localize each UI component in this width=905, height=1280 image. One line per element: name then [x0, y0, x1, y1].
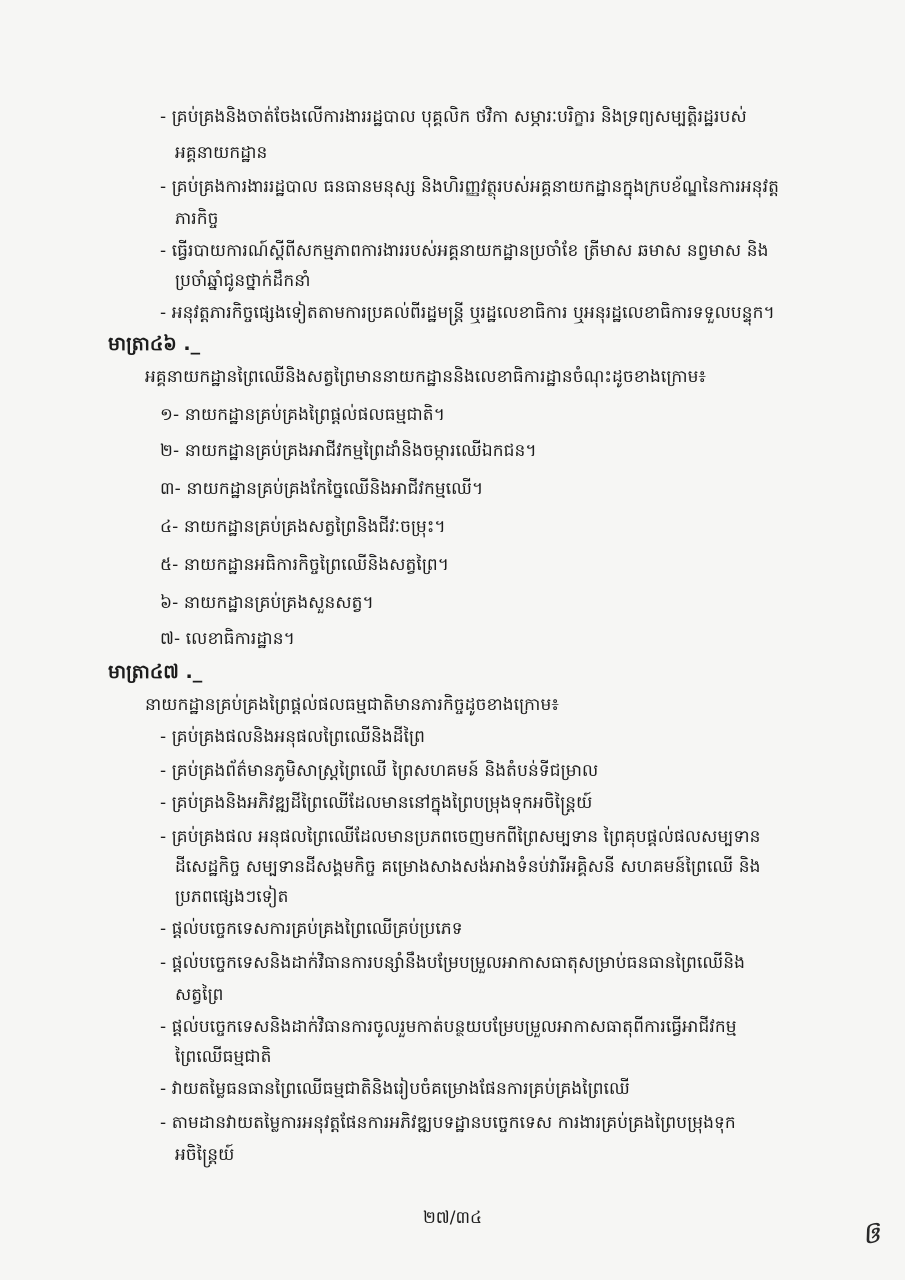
handwritten-initial: ឲ	[858, 1214, 884, 1253]
bullet-line-continued: ប្រភពផ្សេងៗទៀត	[175, 887, 289, 907]
bullet-line: - គ្រប់គ្រងនិងចាត់ចែងលើការងាររដ្ឋបាល បុគ្គលិក ថវិកា សម្ភារៈបរិក្ខារ និងទ្រព្យសម្បត្តិរដ្ឋរបស់	[160, 107, 747, 127]
numbered-item: ៥- នាយកដ្ឋានអធិការកិច្ចព្រៃឈើនិងសត្វព្រៃ។	[160, 555, 450, 575]
bullet-line-continued: ភារកិច្ច	[175, 209, 219, 229]
numbered-item: ៧- លេខាធិការដ្ឋាន។	[160, 629, 295, 649]
bullet-line: - គ្រប់គ្រងការងាររដ្ឋបាល ធនធានមនុស្ស និងហិរញ្ញវត្ថុរបស់អគ្គនាយកដ្ឋានក្នុងក្របខ័ណ្ឌនៃការអនុវត្ត	[160, 177, 779, 197]
bullet-line-continued: អចិន្ត្រៃយ៍	[175, 1145, 235, 1165]
article-intro: អគ្គនាយកដ្ឋានព្រៃឈើនិងសត្វព្រៃមាននាយកដ្ឋាននិងលេខាធិការដ្ឋានចំណុះដូចខាងក្រោម៖	[145, 367, 707, 387]
article-intro: នាយកដ្ឋានគ្រប់គ្រងព្រៃផ្តល់ផលធម្មជាតិមានភារកិច្ចដូចខាងក្រោម៖	[145, 695, 559, 715]
bullet-line: - គ្រប់គ្រងនិងអភិវឌ្ឍដីព្រៃឈើដែលមាននៅក្នុងព្រៃបម្រុងទុកអចិន្ត្រៃយ៍	[160, 793, 593, 813]
bullet-line-continued: ព្រៃឈើធម្មជាតិ	[175, 1047, 272, 1067]
bullet-line: - តាមដានវាយតម្លៃការអនុវត្តផែនការអភិវឌ្ឍបទដ្ឋានបច្ចេកទេស ការងារគ្រប់គ្រងព្រៃបម្រុងទុក	[160, 1113, 736, 1133]
bullet-line-continued: ដីសេដ្ឋកិច្ច សម្បទានដីសង្គមកិច្ច គម្រោងសាងសង់អាងទំនប់វារីអគ្គិសនី សហគមន៍ព្រៃឈើ និង	[175, 857, 761, 877]
bullet-line-continued: សត្វព្រៃ	[175, 985, 224, 1005]
numbered-item: ២- នាយកដ្ឋានគ្រប់គ្រងអាជីវកម្មព្រៃដាំនិងចម្ការឈើឯកជន។	[160, 441, 537, 461]
bullet-line: - វាយតម្លៃធនធានព្រៃឈើធម្មជាតិនិងរៀបចំគម្រោងផែនការគ្រប់គ្រងព្រៃឈើ	[160, 1079, 630, 1099]
numbered-item: ៤- នាយកដ្ឋានគ្រប់គ្រងសត្វព្រៃនិងជីវៈចម្រុះ។	[160, 517, 446, 537]
bullet-line: - គ្រប់គ្រងផលនិងអនុផលព្រៃឈើនិងដីព្រៃ	[160, 727, 425, 747]
bullet-line: - អនុវត្តភារកិច្ចផ្សេងទៀតតាមការប្រគល់ពីរដ្ឋមន្ត្រី ឬរដ្ឋលេខាធិការ ឬអនុរដ្ឋលេខាធិការទទួលបន្ទុក។	[160, 303, 775, 323]
article-heading: មាត្រា៤៧ ._	[108, 661, 203, 683]
bullet-line-continued: ប្រចាំឆ្នាំជូនថ្នាក់ដឹកនាំ	[175, 271, 311, 291]
page-number: ២៧/៣៤	[422, 1208, 483, 1228]
bullet-line: - ធ្វើរបាយការណ៍ស្តីពីសកម្មភាពការងាររបស់អគ្គនាយកដ្ឋានប្រចាំខែ ត្រីមាស ឆមាស នព្វមាស និង	[160, 241, 769, 261]
numbered-item: ១- នាយកដ្ឋានគ្រប់គ្រងព្រៃផ្តល់ផលធម្មជាតិ។	[160, 405, 446, 425]
article-heading: មាត្រា៤៦ ._	[108, 333, 201, 355]
numbered-item: ៦- នាយកដ្ឋានគ្រប់គ្រងសួនសត្វ។	[160, 593, 374, 613]
bullet-line: - ផ្តល់បច្ចេកទេសការគ្រប់គ្រងព្រៃឈើគ្រប់ប្រភេទ	[160, 919, 463, 939]
bullet-line: - ផ្តល់បច្ចេកទេសនិងដាក់វិធានការចូលរួមកាត់បន្ថយបម្រែបម្រួលអាកាសធាតុពីការធ្វើអាជីវកម្ម	[160, 1017, 737, 1037]
bullet-line: - គ្រប់គ្រងផល អនុផលព្រៃឈើដែលមានប្រភពចេញមកពីព្រៃសម្បទាន ព្រៃគុបផ្តល់ផលសម្បទាន	[160, 827, 761, 847]
bullet-line-continued: អគ្គនាយកដ្ឋាន	[175, 143, 268, 163]
bullet-line: - ផ្តល់បច្ចេកទេសនិងដាក់វិធានការបន្សាំនឹងបម្រែបម្រួលអាកាសធាតុសម្រាប់ធនធានព្រៃឈើនិង	[160, 953, 746, 973]
numbered-item: ៣- នាយកដ្ឋានគ្រប់គ្រងកែច្នៃឈើនិងអាជីវកម្មឈើ។	[160, 479, 484, 499]
bullet-line: - គ្រប់គ្រងព័ត៌មានភូមិសាស្ត្រព្រៃឈើ ព្រៃសហគមន៍ និងតំបន់ទីជម្រាល	[160, 761, 599, 781]
